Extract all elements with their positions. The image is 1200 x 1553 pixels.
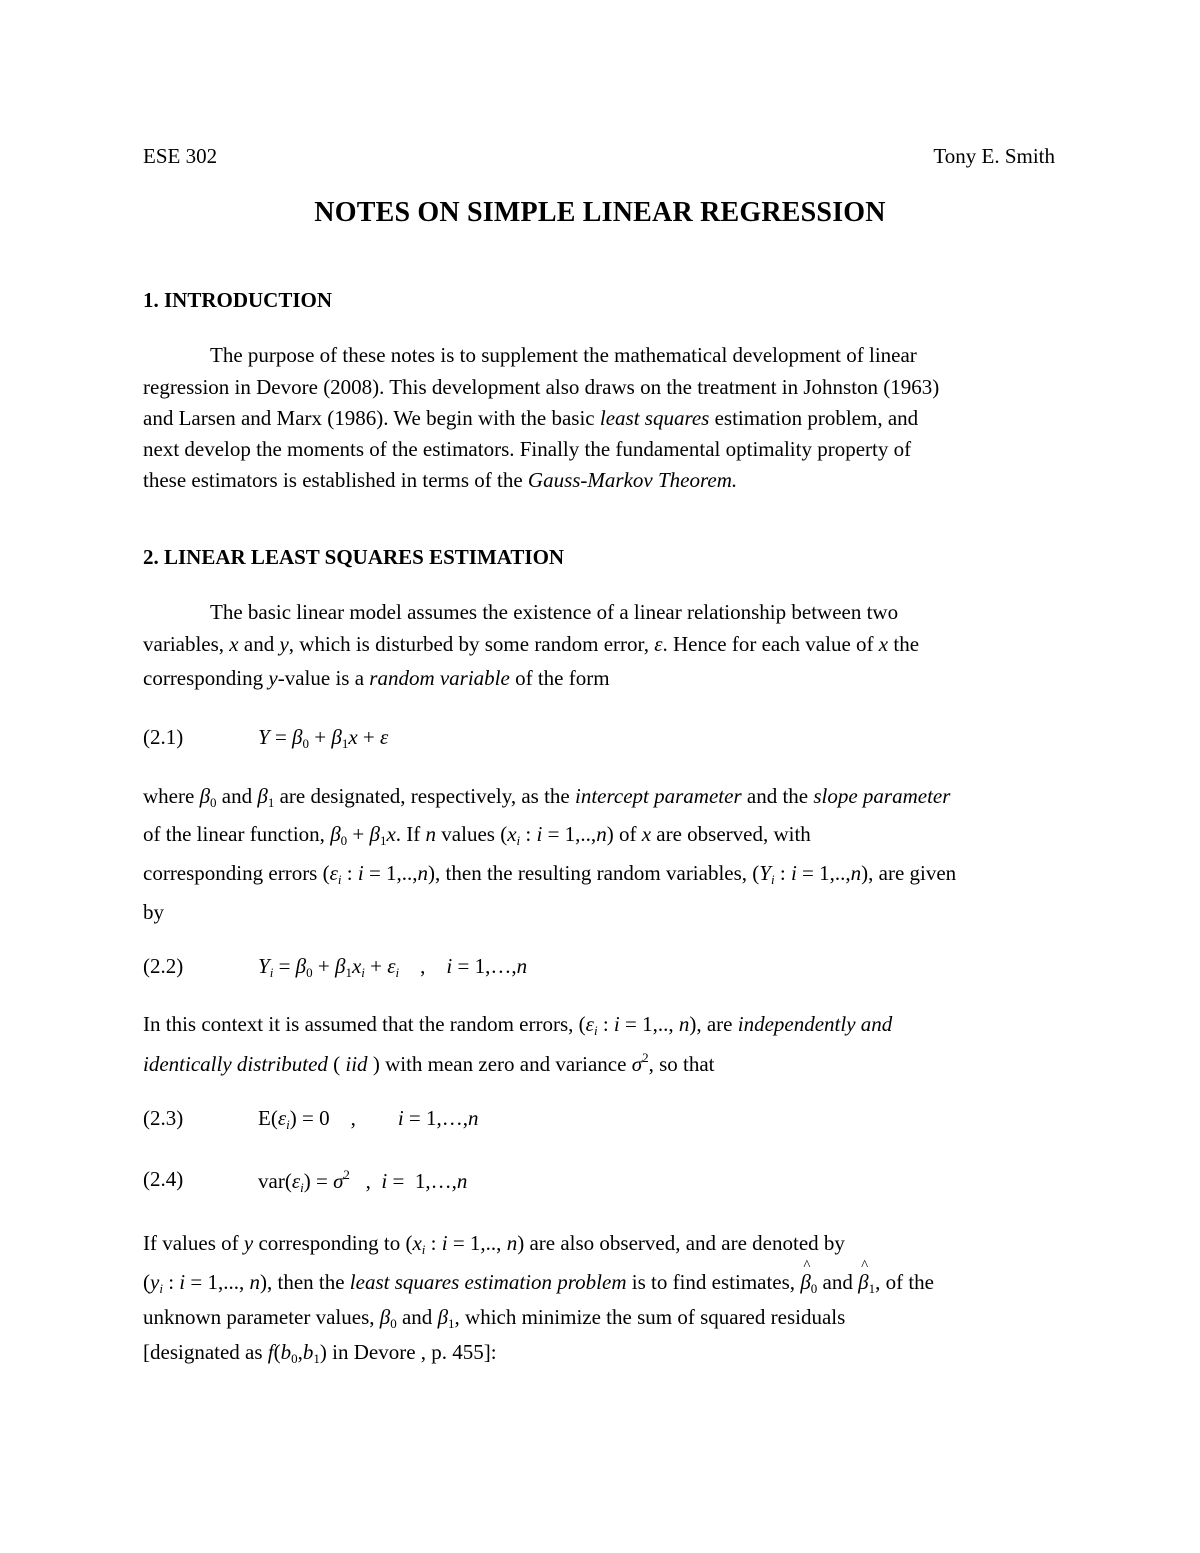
estimation-problem-line: ($y_i$ : i = 1,..., n), then the least squares estimation problem is to find estimates, ^ $\beta_0$ and ^ $\beta_1$, of the (143, 1270, 934, 1297)
intro-line-1: The purpose of these notes is to supplement the mathematical development of linear (210, 343, 917, 367)
observed-line: If values of y corresponding to ($x_i$ : i = 1,.., n) are also observed, and are denoted by (143, 1231, 845, 1257)
course-label: ESE 302 (143, 144, 218, 168)
equation-2-2: $Y_i = \beta_0 + \beta_1x_i + \varepsilon_i$ , i = 1,…,n (258, 954, 528, 980)
page-title: NOTES ON SIMPLE LINEAR REGRESSION (314, 197, 886, 228)
equation-2-4-label: (2.4) (143, 1167, 184, 1191)
equation-2-3-label: (2.3) (143, 1106, 184, 1130)
designated-line: [designated as $f(b_0,b_1)$ in Devore , p. 455]: (143, 1340, 497, 1366)
equation-2-4: $var(\varepsilon_i) = \sigma^2$ , i = 1,…,n (258, 1167, 468, 1195)
intro-line-3: and Larsen and Marx (1986). We begin with the basic least squares estimation problem, and (143, 406, 919, 430)
equation-2-2-label: (2.2) (143, 954, 184, 978)
model-line-2: variables, x and y, which is disturbed by some random error, ε. Hence for each value of x the (143, 632, 920, 656)
author-label: Tony E. Smith (933, 144, 1055, 168)
equation-2-1: $Y = \beta_0 + \beta_1x + \varepsilon$ (258, 725, 389, 751)
intro-line-5: these estimators is established in terms of the Gauss-Markov Theorem. (143, 468, 738, 492)
intro-line-4: next develop the moments of the estimators. Finally the fundamental optimality property of (143, 437, 912, 461)
equation-2-3: $E(\varepsilon_i) = 0$ , i = 1,…,n (258, 1106, 479, 1132)
context-line-1: In this context it is assumed that the random errors, ($\varepsilon_i$ : i = 1,.., n), are independently and (143, 1012, 893, 1038)
context-line-2: identically distributed ( iid ) with mean zero and variance $\sigma^2$, so that (143, 1050, 715, 1076)
where-line: where $\beta_0$ and $\beta_1$ are designated, respectively, as the intercept parameter and the slope parameter (143, 784, 951, 810)
intro-line-2: regression in Devore (2008). This development also draws on the treatment in Johnston (1963) (143, 375, 940, 399)
by-line: by (143, 900, 164, 924)
corresponding-errors-line: corresponding errors ($\varepsilon_i$ : i = 1,..,n), then the resulting random variables, ($Y_i$ : i = 1,..,n), are given (143, 861, 957, 887)
linear-function-line: of the linear function, $\beta_0 + \beta_1x$. If n values ($x_i$ : i = 1,..,n) of x are observed, with (143, 822, 811, 848)
equation-2-1-label: (2.1) (143, 725, 184, 749)
model-line-1: The basic linear model assumes the existence of a linear relationship between two (210, 600, 899, 624)
section-1-heading: 1. INTRODUCTION (143, 288, 333, 312)
model-line-3: corresponding y-value is a random variable of the form (143, 666, 610, 690)
unknown-parameters-line: unknown parameter values, $\beta_0$ and $\beta_1$, which minimize the sum of squared residuals (143, 1305, 846, 1331)
section-2-heading: 2. LINEAR LEAST SQUARES ESTIMATION (143, 545, 565, 569)
